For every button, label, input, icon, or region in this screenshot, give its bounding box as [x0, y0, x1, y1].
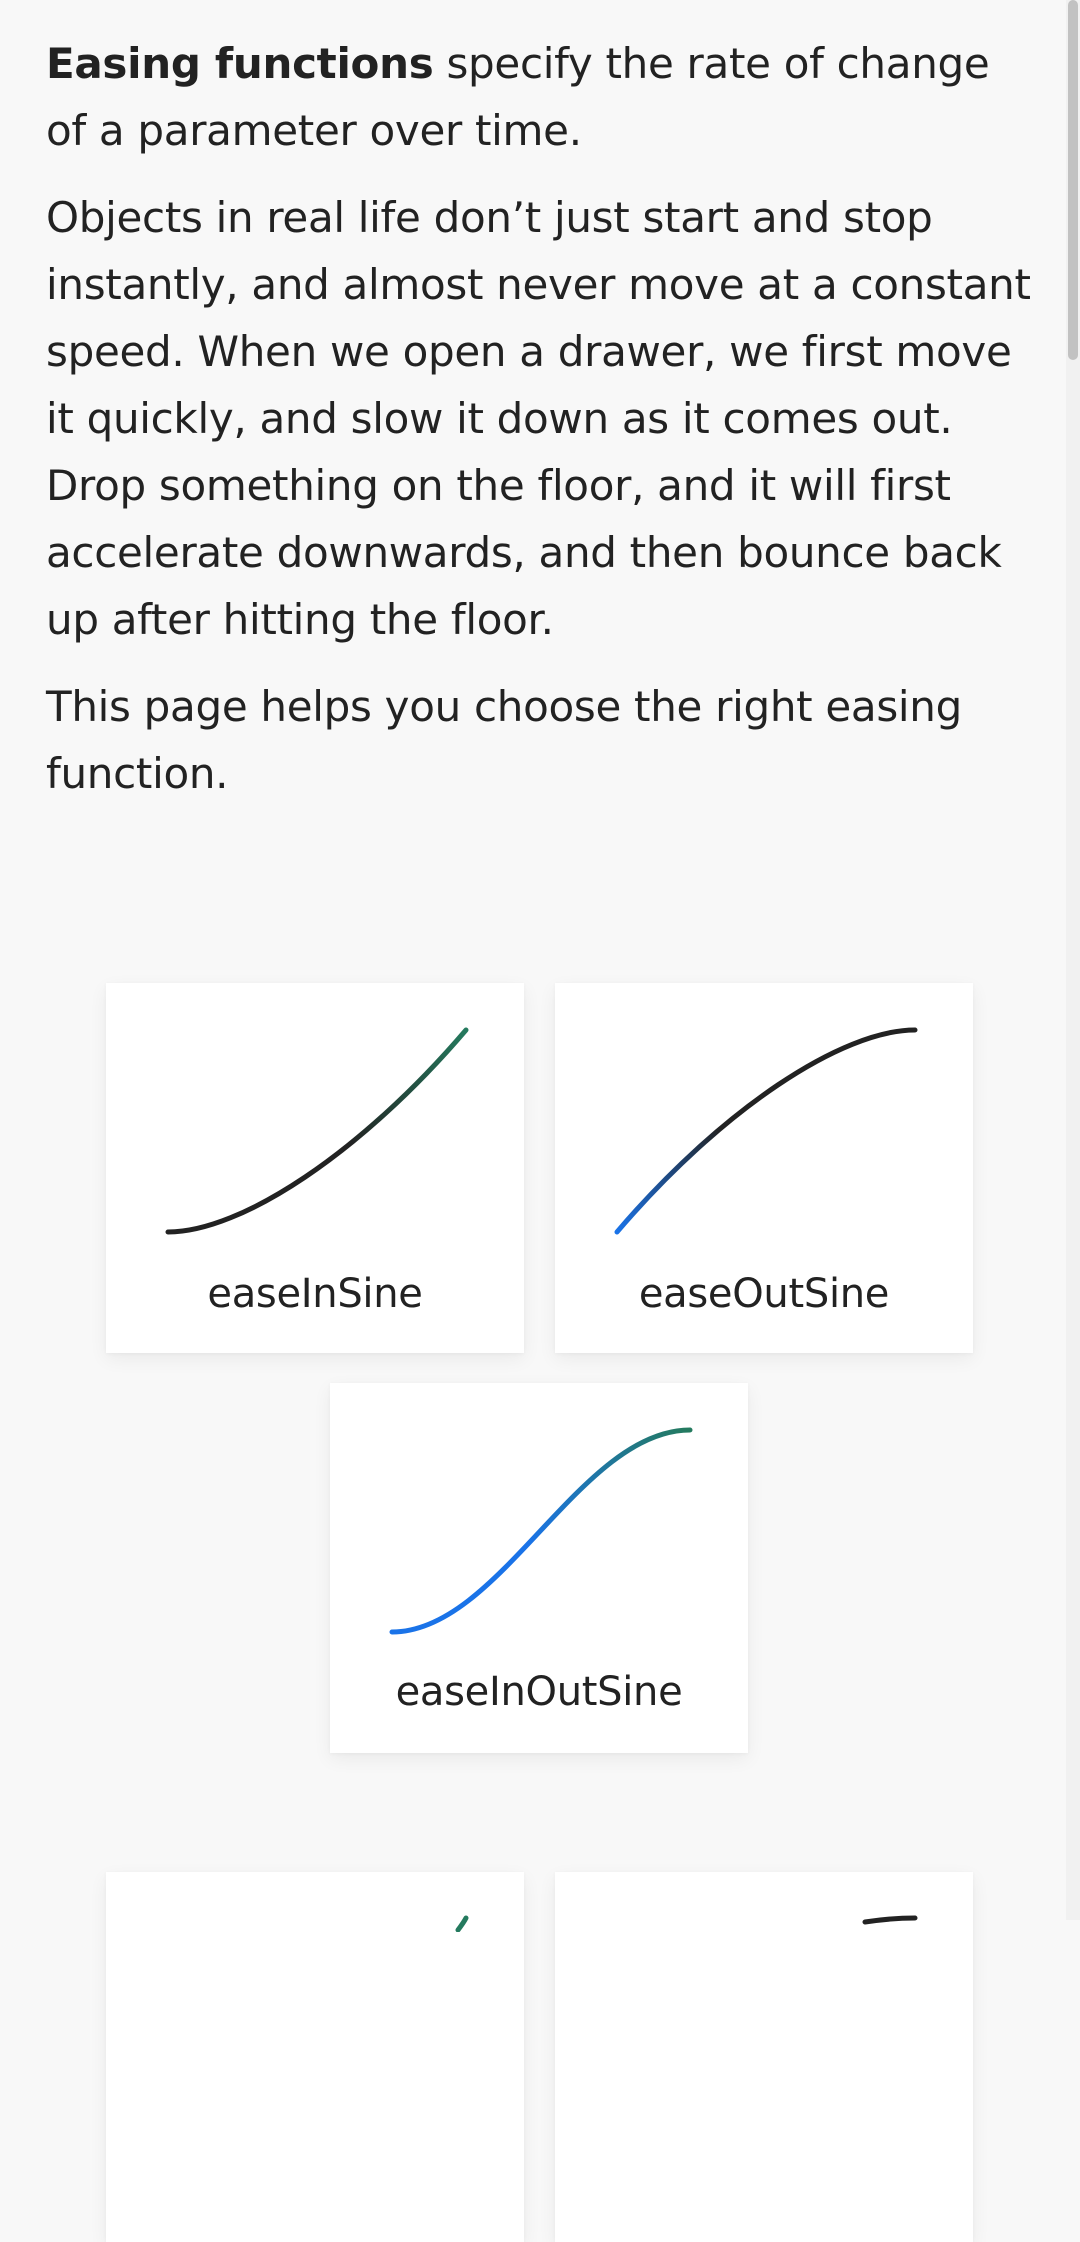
- next-right-curve-graph: [555, 1872, 973, 1932]
- intro-paragraph-purpose: This page helps you choose the right easing function.: [46, 682, 962, 798]
- ease-in-sine-curve: [168, 1030, 466, 1232]
- next-right-curve-fragment: [865, 1918, 915, 1922]
- intro-paragraph-definition: [46, 30, 1036, 164]
- intro-bold-term: Easing functions: [46, 39, 434, 88]
- easing-card-label: easeInSine: [207, 1271, 423, 1317]
- easing-card-next-left[interactable]: [106, 1872, 524, 2242]
- article-intro: [46, 30, 1036, 827]
- ease-in-out-sine-curve: [392, 1430, 690, 1632]
- easing-card-ease-in-sine[interactable]: [106, 983, 524, 1353]
- next-left-curve-graph: [106, 1872, 524, 1932]
- ease-out-sine-curve: [617, 1030, 915, 1232]
- intro-definition-text: specify the rate of change of a parameter over time.: [46, 39, 990, 155]
- easing-card-ease-out-sine[interactable]: [555, 983, 973, 1353]
- scrollbar-thumb[interactable]: [1068, 0, 1078, 360]
- scrollbar-track[interactable]: [1066, 0, 1080, 1920]
- easing-card-ease-in-out-sine[interactable]: [330, 1383, 748, 1753]
- easing-card-label: easeOutSine: [638, 1271, 890, 1317]
- intro-paragraph-real-life: Objects in real life don’t just start and stop instantly, and almost never move at a constant speed. When we open a drawer, we first move it quickly, and slow it down as it comes out. Drop something on the floor, and it will first accelerate downwards, and then bounce back up after hitting the floor.: [46, 193, 1031, 644]
- easing-card-next-right[interactable]: [555, 1872, 973, 2242]
- easing-card-label: easeInOutSine: [395, 1669, 683, 1715]
